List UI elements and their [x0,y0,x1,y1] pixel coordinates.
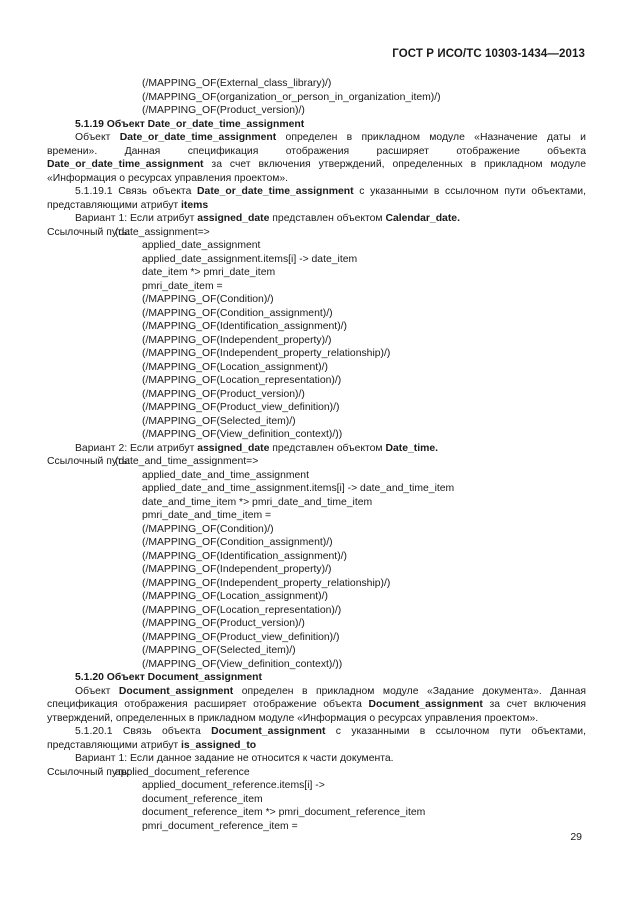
code-line: (/MAPPING_OF(organization_or_person_in_organization_item)/) [142,91,441,103]
code-line: document_reference_item [142,793,263,805]
page-content [47,77,586,833]
code-line: (/MAPPING_OF(Selected_item)/) [142,415,296,427]
document-header: ГОСТ Р ИСО/ТС 10303-1434—2013 [392,48,585,60]
section-5-1-20-paragraph: Объект Document_assignment определен в прикладном модуле «Задание документа». Данная спецификация отображения расширяет отображение объекта Document_assignment за счет включения утверждений, определенных в прикладном модуле «Информация о ресурсах управления проектом». [47,685,586,724]
code-line: (/MAPPING_OF(External_class_library)/) [142,78,332,89]
section-5-1-19-paragraph: Объект Date_or_date_time_assignment определен в прикладном модуле «Назначение даты и времени». Данная спецификация отображения расширяет отображение объекта Date_or_date_time_assignment за счет включения утверждений, определенных в прикладном модуле «Информация о ресурсах управления проектом». [47,132,586,184]
code-line: (/MAPPING_OF(Location_assignment)/) [142,361,328,373]
code-line: (/MAPPING_OF(Independent_property_relationship)/) [142,577,391,589]
code-line: (/MAPPING_OF(Location_representation)/) [142,604,342,616]
subsection-5-1-20-1-paragraph: 5.1.20.1 Связь объекта Document_assignment с указанными в ссылочном пути объектами, представляющими атрибут is_assigned_to [47,726,586,751]
code-line: applied_document_reference [115,766,250,778]
reference-path-2-lines [47,469,586,672]
subsection-5-1-19-1-paragraph: 5.1.19.1 Связь объекта Date_or_date_time_assignment с указанными в ссылочном пути объектами, представляющими атрибут items [47,186,587,211]
page-number: 29 [570,831,582,843]
reference-path-label: Ссылочный путь: [47,456,131,467]
top-mapping-lines [47,77,586,118]
code-line: pmri_date_and_time_item = [142,510,272,521]
code-line: applied_date_and_time_assignment [142,469,309,481]
code-line: date_item *> pmri_date_item [142,267,276,278]
code-line: (/MAPPING_OF(Product_view_definition)/) [142,402,340,413]
code-line: (/MAPPING_OF(Location_representation)/) [142,375,342,386]
code-line: (/MAPPING_OF(Product_version)/) [142,105,305,116]
code-line: (/MAPPING_OF(Independent_property)/) [142,564,332,575]
code-line: (/MAPPING_OF(View_definition_context)/)) [142,658,343,670]
code-line: (/MAPPING_OF(Condition)/) [142,523,274,535]
code-line: pmri_document_reference_item = [142,820,298,832]
code-line: (/MAPPING_OF(View_definition_context)/)) [142,429,343,440]
code-line: (/MAPPING_OF(Product_version)/) [142,618,305,629]
code-line: (/MAPPING_OF(Condition_assignment)/) [142,537,333,548]
code-line: (/MAPPING_OF(Condition)/) [142,294,274,305]
variant-1-line: Вариант 1: Если атрибут assigned_date представлен объектом Calendar_date. [75,213,460,224]
code-line: pmri_date_item = [142,280,223,292]
code-line: applied_document_reference.items[i] -> [142,780,325,791]
reference-path-row [47,766,586,780]
section-heading-5-1-19: 5.1.19 Объект Date_or_date_time_assignment [75,118,305,130]
code-line: document_reference_item *> pmri_document_reference_item [142,807,426,818]
code-line: (/MAPPING_OF(Location_assignment)/) [142,591,328,602]
reference-path-row [47,455,586,469]
reference-path-3-lines [47,779,586,833]
code-line: (date_and_time_assignment=> [115,456,259,467]
code-line: (/MAPPING_OF(Product_version)/) [142,388,305,400]
reference-path-row [47,226,586,240]
reference-path-label: Ссылочный путь: [47,766,131,778]
code-line: applied_date_assignment [142,240,261,251]
code-line: (/MAPPING_OF(Product_view_definition)/) [142,631,340,643]
code-line: (/MAPPING_OF(Identification_assignment)/) [142,550,347,562]
code-line: applied_date_assignment.items[i] -> date_item [142,253,358,265]
code-line: (/MAPPING_OF(Selected_item)/) [142,645,296,656]
variant-1-line: Вариант 1: Если данное задание не относится к части документа. [75,753,394,764]
reference-path-1-lines [47,239,586,442]
code-line: (date_assignment=> [115,226,210,238]
code-line: applied_date_and_time_assignment.items[i] -> date_and_time_item [142,483,455,494]
code-line: (/MAPPING_OF(Identification_assignment)/) [142,321,347,332]
reference-path-label: Ссылочный путь: [47,226,131,238]
code-line: date_and_time_item *> pmri_date_and_time_item [142,496,373,508]
code-line: (/MAPPING_OF(Condition_assignment)/) [142,307,333,319]
variant-2-line: Вариант 2: Если атрибут assigned_date представлен объектом Date_time. [75,442,439,454]
code-line: (/MAPPING_OF(Independent_property_relationship)/) [142,348,391,359]
section-heading-5-1-20: 5.1.20 Объект Document_assignment [75,672,262,683]
code-line: (/MAPPING_OF(Independent_property)/) [142,334,332,346]
